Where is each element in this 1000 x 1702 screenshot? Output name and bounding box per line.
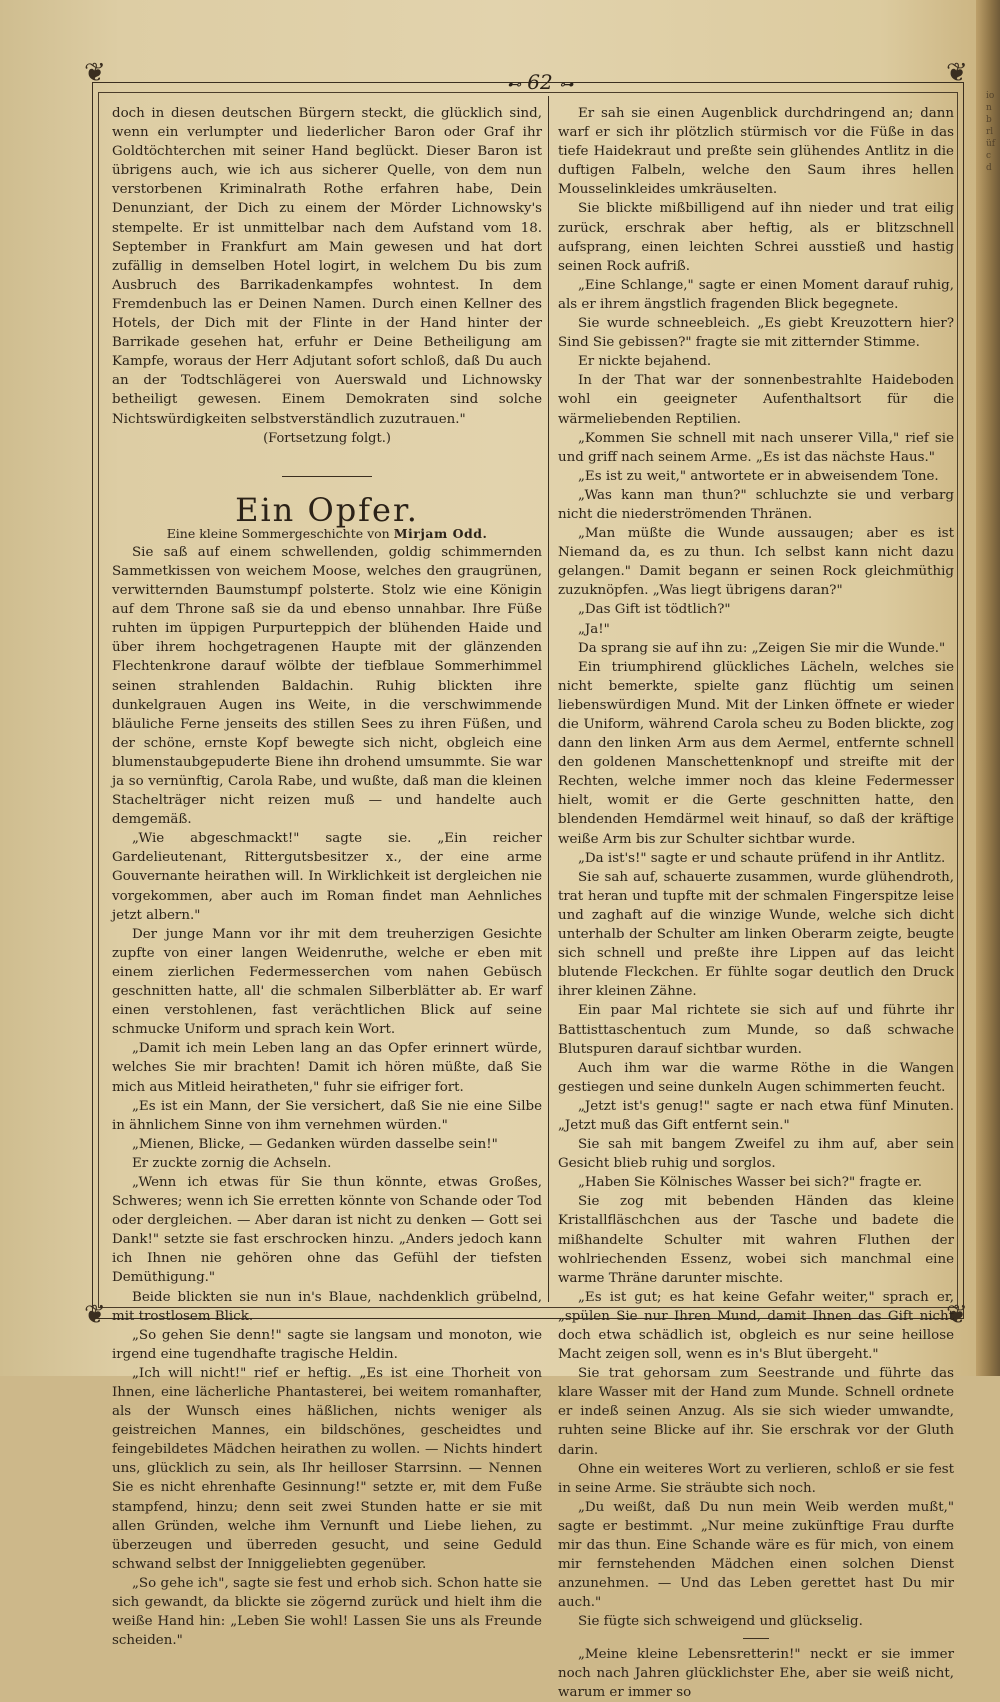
story-paragraph: In der That war der sonnenbestrahlte Haideboden wohl ein geeigneter Aufenthaltsort für die wärmeliebenden Reptilien.: [558, 373, 954, 427]
story-paragraph: Sie wurde schneebleich. „Es giebt Kreuzottern hier? Sind Sie gebissen?" fragte sie mit zitternder Stimme.: [558, 316, 954, 351]
story-paragraph: „Wenn ich etwas für Sie thun könnte, etwas Großes, Schweres; wenn ich Sie erretten könnte von Schande oder Tod oder dergleichen. — Aber daran ist nicht zu denken — Gott sei Dank!" setzte sie fast erschrocken hinzu. „Anders jedoch kann ich Ihnen nie gehören ohne das Gefühl der tiefsten Demüthigung.": [112, 1174, 542, 1286]
story-paragraph: „Das Gift ist tödtlich?": [578, 602, 731, 618]
story-paragraph: „Meine kleine Lebensretterin!" neckt er sie immer noch nach Jahren glücklichster Ehe, aber sie weiß nicht, warum er immer so: [558, 1646, 954, 1700]
scene-break: [743, 1638, 769, 1639]
column-divider: [548, 96, 549, 1302]
corner-ornament-bottom-right-icon: ❦: [946, 1300, 968, 1330]
corner-ornament-bottom-left-icon: ❦: [84, 1300, 106, 1330]
story-paragraph: Ein triumphirend glückliches Lächeln, welches sie nicht bemerkte, spielte ganz flüchtig um seinen liebenswürdigen Mund. Mit der Linken öffnete er wieder die Uniform, während Carola scheu zu Boden blickte, zog dann den linken Arm aus dem Aermel, entfernte schnell den goldenen Manschettenknopf und streifte mit der Rechten, welche immer noch das kleine Federmesser hielt, womit er die Gerte geschnitten hatte, den blendenden Hemdärmel weit hinauf, so daß der kräftige weiße Arm bis zur Schulter sichtbar wurde.: [558, 659, 954, 847]
story-paragraph: Ein paar Mal richtete sie sich auf und führte ihr Battisttaschentuch zum Munde, so daß schwache Blutspuren darauf sichtbar wurden.: [558, 1003, 954, 1057]
story-paragraph: „Ich will nicht!" rief er heftig. „Es ist eine Thorheit von Ihnen, eine lächerliche Phantasterei, bei weitem romanhafter, als der Wunsch eines häßlichen, nichts weniger als geistreichen Mannes, ein bildschönes, gescheidtes und feingebildetes Mädchen heirathen zu wollen. — Nichts hindert uns, glücklich zu sein, als Ihr heilloser Starrsinn. — Nennen Sie es nicht ehrenhafte Gesinnung!" setzte er, mit dem Fuße stampfend, hinzu; denn seit zwei Stunden hatte er sie mit allen Gründen, welche ihm Vernunft und Liebe liehen, zu überzeugen und überreden gesucht, und seine Geduld schwand selbst der Inniggeliebten gegenüber.: [112, 1365, 542, 1572]
story-paragraph: Er zuckte zornig die Achseln.: [132, 1155, 332, 1171]
story-paragraph: „So gehe ich", sagte sie fest und erhob sich. Schon hatte sie sich gewandt, da blickte sie zögernd zurück und hielt ihm die weiße Hand hin: „Leben Sie wohl! Lassen Sie uns als Freunde scheiden.": [112, 1575, 542, 1649]
continued-text: doch in diesen deutschen Bürgern steckt, die glücklich sind, wenn ein verlumpter und liederlicher Baron oder Graf ihr Goldtöchterchen mit seiner Hand beglückt. Dieser Baron ist übrigens auch, wie ich aus sicherer Quelle, von dem nun verstorbenen Kriminalrath Rothe erfahren habe, Dein Denunziant, der Dich zu einem der Mörder Lichnowsky's stempelte. Er ist unmittelbar nach dem Aufstand vom 18. September in Frankfurt am Main gewesen und hat dort zufällig in demselben Hotel logirt, in welchem Du bis zum Ausbruch des Barrikadenkampfes wohntest. In dem Fremdenbuch las er Deinen Namen. Durch einen Kellner des Hotels, der Dich mit der Flinte in der Hand hinter der Barrikade gesehen hat, erfuhr er Deine Betheiligung am Kampfe, woraus der Herr Adjutant sofort schloß, daß Du auch an der Todtschlägerei von Auerswald und Lichnowsky betheiligt gewesen. Einem Demokraten sind solche Nichtswürdigkeiten selbstverständlich zuzutrauen.": [112, 106, 542, 427]
right-column: [558, 104, 954, 1702]
story-paragraph: Beide blickten sie nun in's Blaue, nachdenklich grübelnd, mit trostlosem Blick.: [112, 1289, 542, 1324]
left-column: [112, 104, 542, 1650]
story-paragraph: Sie fügte sich schweigend und glückselig.: [578, 1614, 863, 1630]
story-paragraph: Da sprang sie auf ihn zu: „Zeigen Sie mir die Wunde.": [578, 640, 946, 656]
page-number: ⊷ 62 ⊶: [506, 70, 574, 94]
story-left-text: [112, 543, 542, 1650]
story-paragraph: „Kommen Sie schnell mit nach unserer Villa," rief sie und griff nach seinem Arme. „Es ist das nächste Haus.": [558, 430, 954, 465]
story-paragraph: Der junge Mann vor ihr mit dem treuherzigen Gesichte zupfte von einer langen Weidenruthe, welche er eben mit einem zierlichen Federmesserchen vom nahen Gebüsch geschnitten hatte, all' die schmalen Silberblätter ab. Er warf einen verstohlenen, fast verächtlichen Blick auf seine schmucke Uniform und sprach kein Wort.: [112, 926, 542, 1038]
story-paragraph: Auch ihm war die warme Röthe in die Wangen gestiegen und seine dunkeln Augen schimmerten feucht.: [558, 1060, 954, 1095]
adjacent-page-fragment: ionbrlüfcd: [986, 91, 996, 173]
story-paragraph: „Du weißt, daß Du nun mein Weib werden mußt," sagte er bestimmt. „Nur meine zukünftige Frau durfte mir das thun. Eine Schande wäre es für mich, von einem mir fernstehenden Mädchen einen solchen Dienst anzunehmen. — Und das Leben gerettet hast Du mir auch.": [558, 1499, 954, 1611]
story-paragraph: „Da ist's!" sagte er und schaute prüfend in ihr Antlitz.: [578, 850, 946, 866]
story-paragraph: „Was kann man thun?" schluchzte sie und verbarg nicht die niederströmenden Thränen.: [558, 487, 954, 522]
story-right-text: [558, 104, 954, 1702]
story-paragraph: Sie sah auf, schauerte zusammen, wurde glühendroth, trat heran und tupfte mit der schmalen Fingerspitze leise und zaghaft auf die winzige Wunde, welche sich dicht unterhalb der Schulter am linken Oberarm zeigte, beugte sich schnell und preßte ihre Lippen auf das leicht blutende Fleckchen. Er fühlte sogar deutlich den Druck ihrer kleinen Zähne.: [558, 869, 954, 1000]
page-binding: [976, 0, 1000, 1376]
story-paragraph: Er nickte bejahend.: [578, 354, 712, 370]
story-paragraph: Er sah sie einen Augenblick durchdringend an; dann warf er sich ihr plötzlich stürmisch vor die Füße in das tiefe Haidekraut und preßte sein glühendes Antlitz in die duftigen Falbeln, welche den Saum ihres hellen Mousselinkleides umkräuselten.: [558, 106, 954, 198]
story-paragraph: „Wie abgeschmackt!" sagte sie. „Ein reicher Gardelieutenant, Rittergutsbesitzer x., der eine arme Gouvernante heirathen will. In Wirklichkeit ist dergleichen nie vorgekommen, aber auch im Roman findet man Aehnliches jetzt albern.": [112, 831, 542, 923]
story-paragraph: Sie blickte mißbilligend auf ihn nieder und trat eilig zurück, erschrak aber heftig, als er blitzschnell aufsprang, einen leichten Schrei ausstieß und hastig seinen Rock aufriß.: [558, 201, 954, 274]
corner-ornament-top-left-icon: ❦: [84, 58, 106, 88]
story-paragraph: „Damit ich mein Leben lang an das Opfer erinnert würde, welches Sie mir brachten! Damit ich hören müßte, daß Sie mich aus Mitleid heiratheten," fuhr sie eifriger fort.: [112, 1041, 542, 1095]
story-paragraph: „Es ist gut; es hat keine Gefahr weiter," sprach er, „spülen Sie nur Ihren Mund, damit Ihnen das Gift nicht doch etwa schädlich ist, obgleich es nur seine heillose Macht zeigen soll, wenn es in's Blut übergeht.": [558, 1289, 954, 1363]
story-paragraph: Sie saß auf einem schwellenden, goldig schimmernden Sammetkissen von weichem Moose, welches den graugrünen, verwitternden Baumstumpf polsterte. Stolz wie eine Königin auf dem Throne saß sie da und ebenso unnahbar. Ihre Füße ruhten im üppigen Purpurteppich der blühenden Haide und über ihrem hochgetragenen Haupte mit der glänzenden Flechtenkrone darauf wölbte der tiefblaue Sommerhimmel seinen strahlenden Baldachin. Ruhig blickten ihre dunkelgrauen Augen ins Weite, in die verschwimmende bläuliche Ferne jenseits des stillen Sees zu ihren Füßen, und der schöne, ernste Kopf bewegte sich nicht, obgleich eine blumenstaubgepuderte Biene ihn drohend umsummte. Sie war ja so vernünftig, Carola Rabe, und wußte, daß man die kleinen Stachelträger nicht reizen muß — und handelte auch demgemäß.: [112, 544, 542, 828]
story-paragraph: „Es ist ein Mann, der Sie versichert, daß Sie nie eine Silbe in ähnlichem Sinne von ihm vernehmen würden.": [112, 1098, 542, 1133]
story-paragraph: „Ja!": [578, 621, 610, 637]
story-paragraph: „Es ist zu weit," antwortete er in abweisendem Tone.: [578, 468, 939, 484]
to-be-continued-note: (Fortsetzung folgt.): [263, 430, 391, 446]
story-paragraph: „Haben Sie Kölnisches Wasser bei sich?" fragte er.: [578, 1175, 922, 1191]
flourish-left-icon: ⊷: [506, 77, 521, 93]
story-paragraph: Ohne ein weiteres Wort zu verlieren, schloß er sie fest in seine Arme. Sie sträubte sich noch.: [558, 1461, 954, 1496]
corner-ornament-top-right-icon: ❦: [946, 58, 968, 88]
story-title: Ein Opfer.: [235, 490, 419, 529]
story-paragraph: „So gehen Sie denn!" sagte sie langsam und monoton, wie irgend eine tugendhafte tragische Heldin.: [112, 1327, 542, 1362]
story-byline: Eine kleine Sommergeschichte von Mirjam Odd.: [166, 525, 488, 541]
story-paragraph: „Man müßte die Wunde aussaugen; aber es ist Niemand da, es zu thun. Ich selbst kann nicht dazu gelangen." Damit begann er seinen Rock gleichmüthig zuzuknöpfen. „Was liegt übrigens daran?": [558, 526, 954, 599]
flourish-right-icon: ⊶: [559, 77, 574, 93]
section-divider: [282, 476, 372, 477]
story-paragraph: Sie trat gehorsam zum Seestrande und führte das klare Wasser mit der Hand zum Munde. Schnell ordnete er indeß seinen Anzug. Als sie sich wieder umwandte, ruhten seine Blicke auf ihr. Sie erschrak vor der Gluth darin.: [558, 1366, 954, 1458]
story-paragraph: „Jetzt ist's genug!" sagte er nach etwa fünf Minuten. „Jetzt muß das Gift entfernt sein.": [558, 1098, 954, 1133]
story-paragraph: „Mienen, Blicke, — Gedanken würden dasselbe sein!": [132, 1136, 498, 1152]
story-paragraph: „Eine Schlange," sagte er einen Moment darauf ruhig, als er ihrem ängstlich fragenden Blick begegnete.: [558, 277, 954, 312]
story-paragraph: Sie sah mit bangem Zweifel zu ihm auf, aber sein Gesicht blieb ruhig und sorglos.: [558, 1137, 954, 1172]
story-paragraph: Sie zog mit bebenden Händen das kleine Kristallfläschchen aus der Tasche und badete die mißhandelte Schulter mit wahren Fluthen der wohlriechenden Essenz, wobei sich manchmal eine warme Thräne darunter mischte.: [558, 1194, 954, 1286]
story-author: Mirjam Odd.: [393, 525, 488, 541]
